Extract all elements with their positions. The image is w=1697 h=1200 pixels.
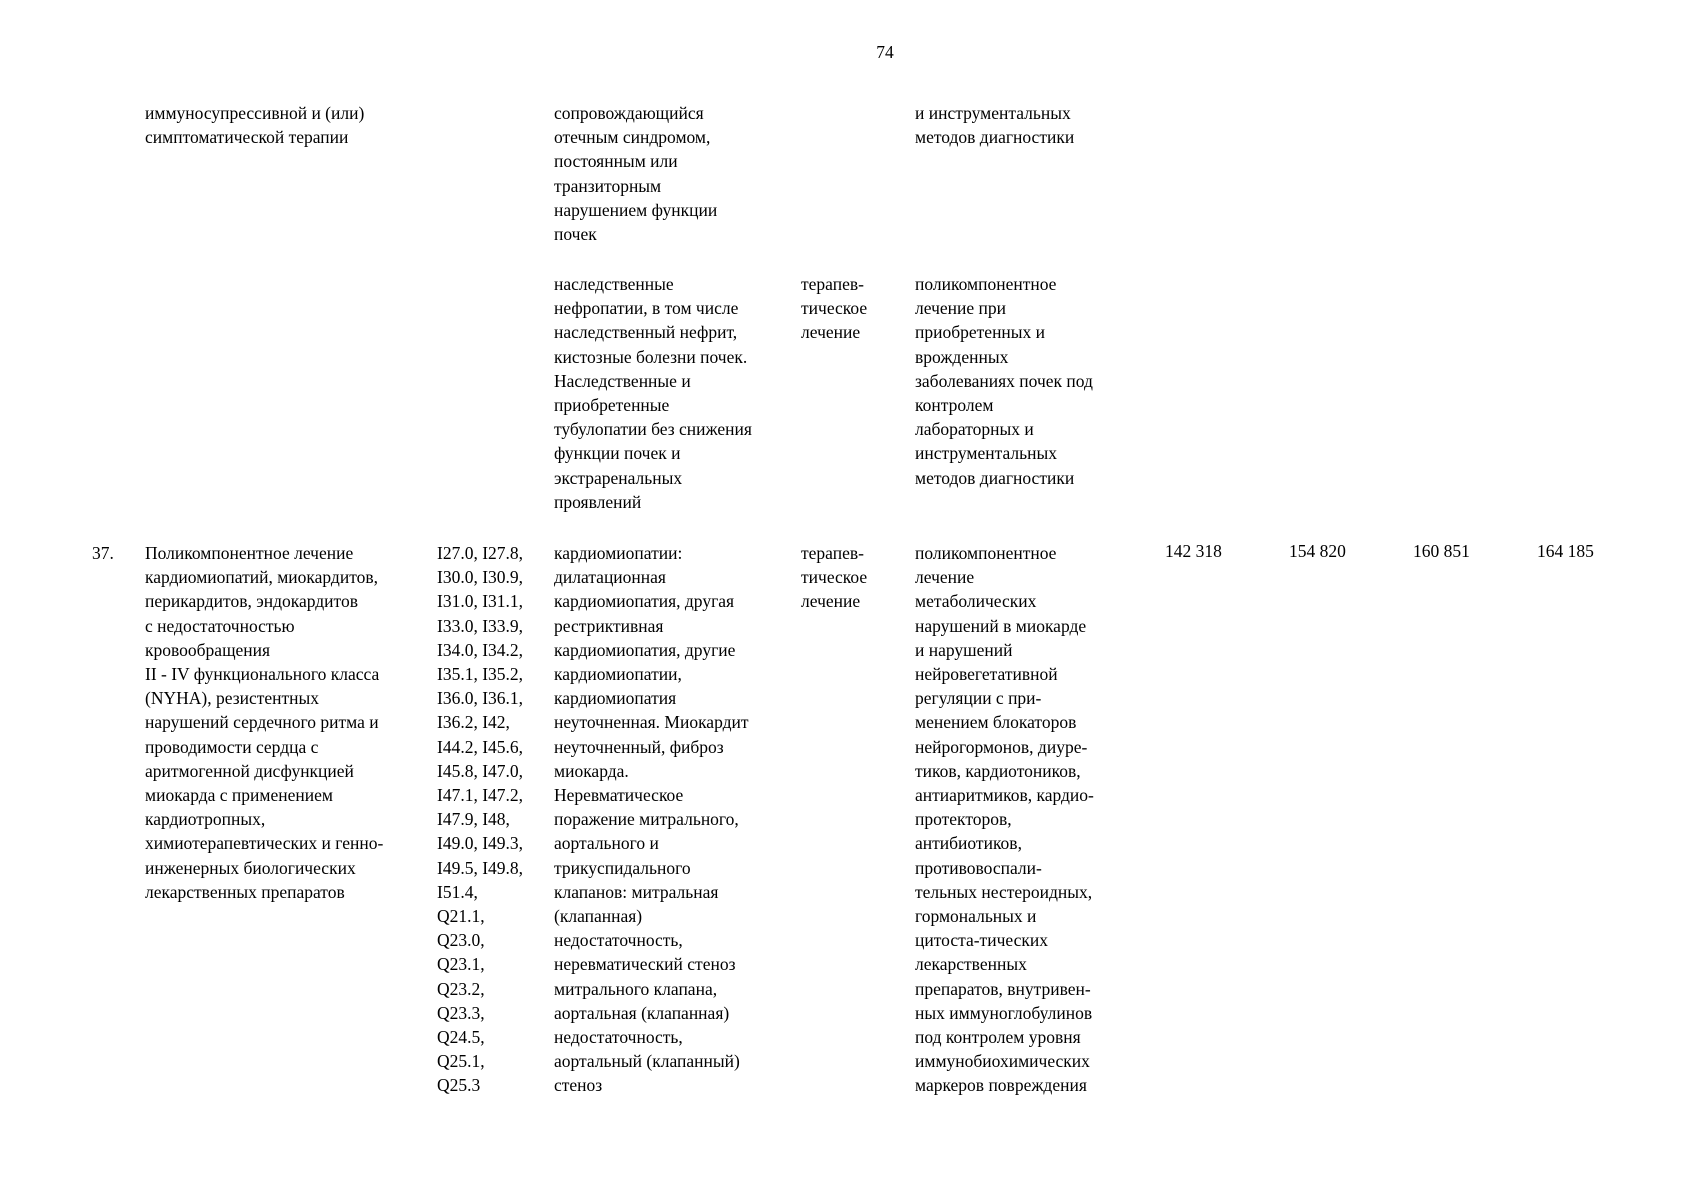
row-treatment-type: терапев- тическое лечение (801, 274, 868, 343)
row-patient-model: наследственные нефропатии, в том числе наследственный нефрит, кистозные болезни почек. Наследственные и приобретенные тубулопатии без снижения функции почек и экстраренальных проявлений (554, 274, 752, 512)
row-cost-2: 154 820 (1289, 541, 1346, 561)
page-number: 74 (876, 42, 894, 62)
row-method: поликомпонентное лечение метаболических нарушений в миокарде и нарушений нейровегетативной регуляции с при- менением блокаторов нейрогормонов, диуре- тиков, кардиотоников, антиаритмиков, кардио- протекторов, антибиотиков, противовоспали- тельных нестероидных, гормональных и цитоста-тических лекарственных препаратов, внутривен- ных иммуноглобулинов под контролем уровня иммунобиохимических маркеров повреждения (915, 543, 1094, 1096)
row-cost-4: 164 185 (1537, 541, 1594, 561)
row-patient-model: сопровождающийся отечным синдромом, постоянным или транзиторным нарушением функции почек (554, 103, 718, 245)
row-name: иммуносупрессивной и (или) симптоматической терапии (145, 103, 365, 148)
row-cost-1: 142 318 (1165, 541, 1222, 561)
row-patient-model: кардиомиопатии: дилатационная кардиомиопатия, другая рестриктивная кардиомиопатия, другие кардиомиопатии, кардиомиопатия неуточненная. Миокардит неуточненный, фиброз миокарда. Неревматическое поражение митрального, аортального и трикуспидального клапанов: митральная (клапанная) недостаточность, неревматический стеноз митрального клапана, аортальная (клапанная) недостаточность, аортальный (клапанный) стеноз (554, 543, 749, 1096)
row-number: 37. (92, 543, 114, 563)
row-name: Поликомпонентное лечение кардиомиопатий, миокардитов, перикардитов, эндокардитов с недостаточностью кровообращения II - IV функционального класса (NYHA), резистентных нарушений сердечного ритма и проводимости сердца с аритмогенной дисфункцией миокарда с применением кардиотропных, химиотерапевтических и генно- инженерных биологических лекарственных препаратов (145, 543, 384, 902)
row-method: и инструментальных методов диагностики (915, 103, 1075, 148)
row-treatment-type: терапев- тическое лечение (801, 543, 868, 612)
row-icd-codes: I27.0, I27.8, I30.0, I30.9, I31.0, I31.1, I33.0, I33.9, I34.0, I34.2, I35.1, I35.2, I36.0, I36.1, I36.2, I42, I44.2, I45.6, I45.8, I47.0, I47.1, I47.2, I47.9, I48, I49.0, I49.3, I49.5, I49.8, I51.4, Q21.1, Q23.0, Q23.1, Q23.2, Q23.3, Q24.5, Q25.1, Q25.3 (437, 543, 524, 1096)
row-cost-3: 160 851 (1413, 541, 1470, 561)
row-method: поликомпонентное лечение при приобретенных и врожденных заболеваниях почек под контролем лабораторных и инструментальных методов диагностики (915, 274, 1093, 488)
